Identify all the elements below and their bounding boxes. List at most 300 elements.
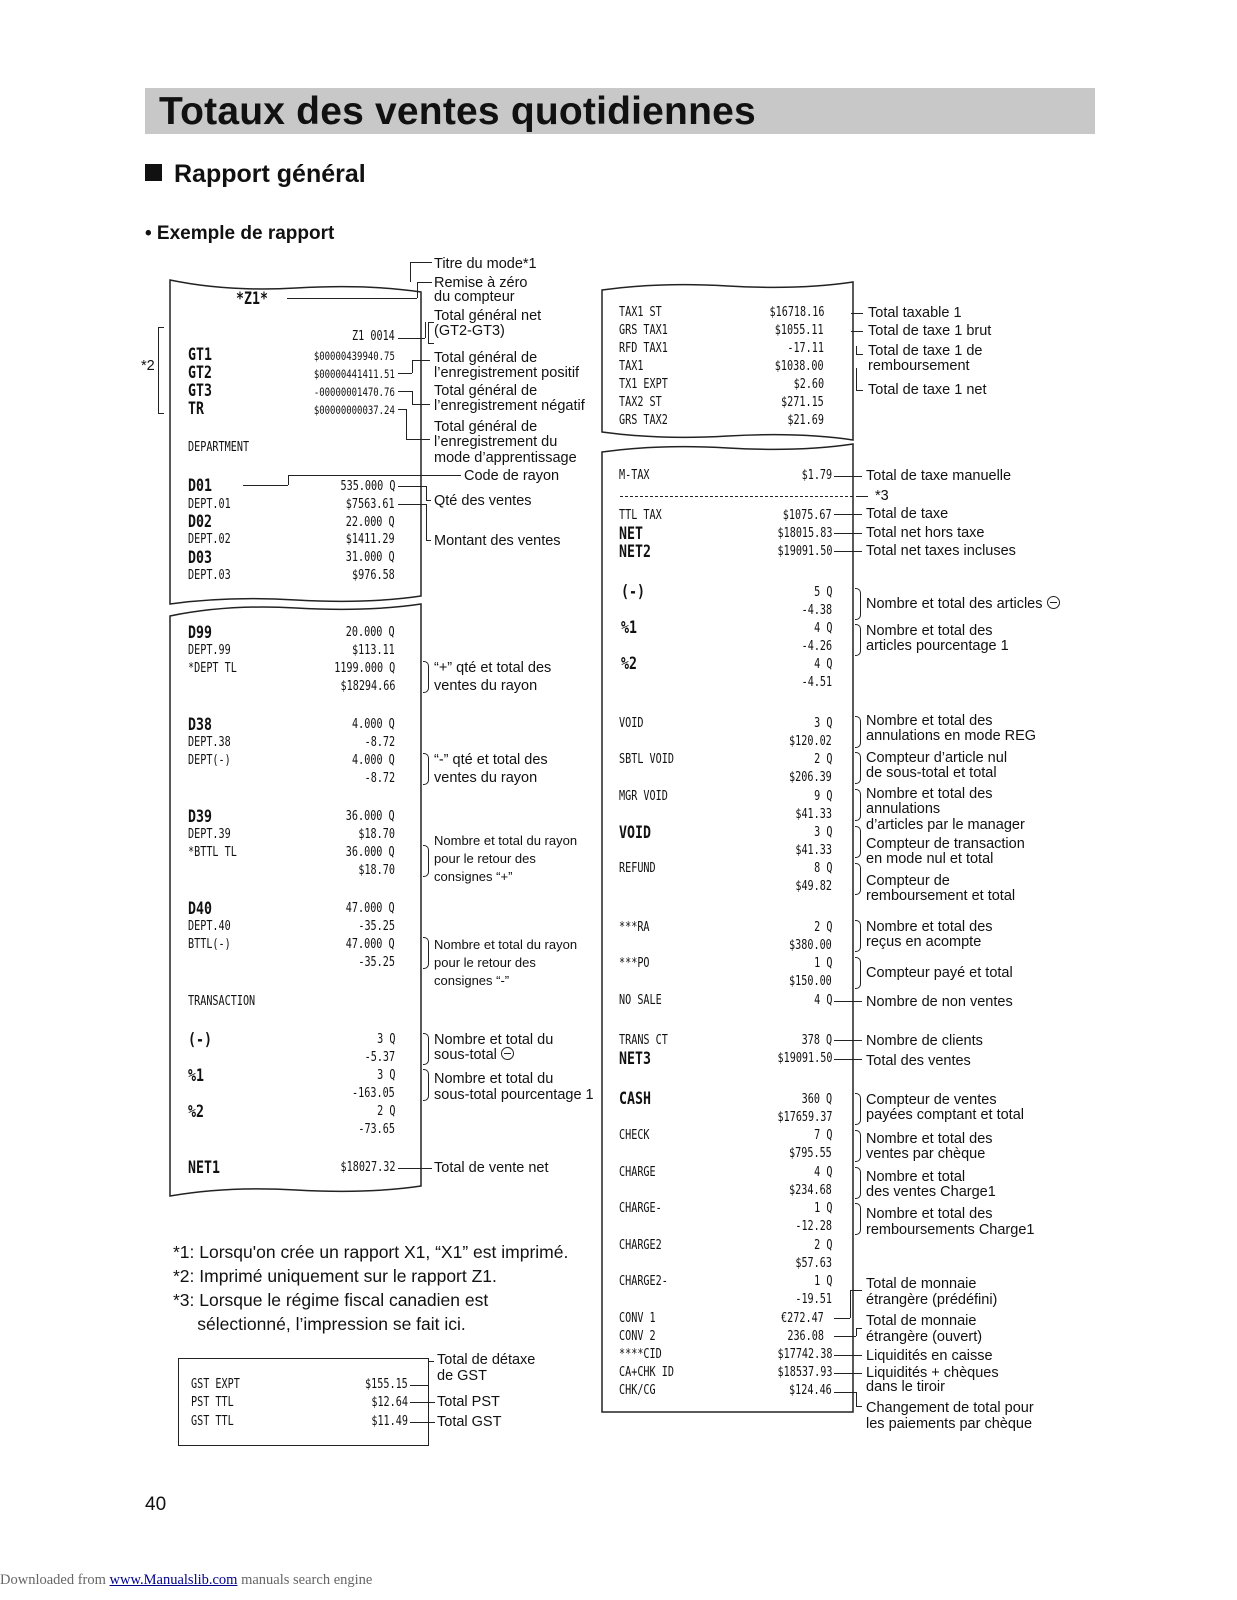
r-minus-note-text: Nombre et total des articles [866, 596, 1043, 612]
gst-expt-connector-h [428, 1361, 434, 1362]
net-value: $18015.83 [777, 526, 832, 541]
net3-connector [834, 1059, 862, 1060]
chargem-note-2: remboursements Charge1 [866, 1222, 1035, 1238]
charge-minus-amount: -12.28 [795, 1219, 832, 1234]
charge-minus-qty: 1 Q [813, 1201, 832, 1216]
ra-bracket [855, 920, 861, 952]
cachk-connector [834, 1373, 862, 1374]
net-connector-h [856, 390, 863, 391]
d40-amount: -35.25 [358, 919, 395, 934]
void2-note-2: en mode nul et total [866, 851, 994, 867]
refund-note-2: remboursement et total [866, 888, 1016, 904]
cash-note-2: payées comptant et total [866, 1107, 1024, 1123]
gst-expt-connector-v [428, 1361, 429, 1385]
gt-pos-label-2: l’enregistrement positif [434, 365, 580, 381]
page-title-bar [145, 88, 1095, 134]
d03-amount: $976.58 [352, 568, 395, 583]
star2-label: *2 [141, 358, 155, 374]
pct2-amount: -73.65 [358, 1122, 395, 1137]
gst-expt-connector [410, 1385, 428, 1386]
d03-name: DEPT.03 [188, 568, 231, 583]
bttl-tl-amount: $18.70 [358, 863, 395, 878]
net2-note: Total net taxes incluses [866, 543, 1016, 559]
taxable-label: Total taxable 1 [868, 305, 962, 321]
pct2-qty: 2 Q [376, 1104, 395, 1119]
net3-label: NET3 [619, 1049, 651, 1069]
minus-circle-icon [501, 1047, 514, 1060]
charge2-minus-amount: -19.51 [795, 1292, 832, 1307]
r-pct2-amount: -4.51 [801, 675, 832, 690]
mode-title-connector-top [410, 262, 432, 263]
conv1-note-2: étrangère (prédéfini) [866, 1292, 998, 1308]
r-pct1-note-1: Nombre et total des [866, 623, 993, 639]
chkcg-connector-v [856, 1392, 857, 1406]
sales-amount-connector-v [426, 504, 427, 540]
po-amount: $150.00 [789, 974, 832, 989]
charge2-minus-qty: 1 Q [813, 1274, 832, 1289]
plus-bracket [423, 661, 429, 693]
conv2-value: 236.08 [787, 1329, 824, 1344]
gt-tr-connector-v [406, 409, 407, 439]
charge-minus-label: CHARGE- [619, 1201, 662, 1216]
transct-qty: 378 Q [801, 1033, 832, 1048]
net2-connector [834, 551, 862, 552]
gross-connector [851, 331, 863, 332]
dept-code-label: Code de rayon [464, 468, 560, 484]
gt3-value: -00000001470.76 [313, 385, 395, 399]
gst-ttl-value: $11.49 [371, 1414, 408, 1429]
cash-note-1: Compteur de ventes [866, 1092, 997, 1108]
tr-label: TR [188, 399, 204, 419]
counter-connector-v [425, 322, 426, 338]
tax1-value: $1038.00 [775, 359, 824, 374]
transct-label: TRANS CT [619, 1033, 668, 1048]
net1-amount: $18027.32 [340, 1160, 395, 1175]
receipt-mode: *Z1* [236, 289, 268, 309]
chkcg-value: $124.46 [789, 1383, 832, 1398]
sbtl-note-2: de sous-total et total [866, 765, 997, 781]
d38-qty: 4.000 Q [352, 717, 395, 732]
net-label: Total de taxe 1 net [868, 382, 987, 398]
net3-value: $19091.50 [777, 1051, 832, 1066]
cash-label: CASH [619, 1089, 651, 1109]
bttl-minus-label: BTTL(-) [188, 937, 231, 952]
sales-qty-label: Qté des ventes [434, 493, 532, 509]
tx1-expt-value: $2.60 [793, 377, 824, 392]
d02-qty: 22.000 Q [346, 515, 395, 530]
bottle-minus-label-3: consignes “-” [434, 973, 510, 988]
d38-code: D38 [188, 715, 212, 735]
net-note-connector [834, 533, 862, 534]
mgr-note-2: annulations [866, 801, 941, 817]
d40-code: D40 [188, 899, 212, 919]
subtotal-minus-bracket [423, 1033, 429, 1065]
gst-expt-note-2: de GST [437, 1368, 487, 1384]
gst-expt-note-1: Total de détaxe [437, 1352, 536, 1368]
void-qty: 3 Q [813, 716, 832, 731]
mgr-void-qty: 9 Q [813, 789, 832, 804]
square-bullet-icon [145, 164, 162, 181]
grs-tax1-label: GRS TAX1 [619, 323, 668, 338]
conv1-value: €272.47 [781, 1311, 824, 1326]
ra-label: ***RA [619, 920, 650, 935]
bttl-tl-label: *BTTL TL [188, 845, 237, 860]
refund-note-1: Compteur de [866, 873, 950, 889]
grs-tax2-value: $21.69 [787, 413, 824, 428]
check-qty: 7 Q [813, 1128, 832, 1143]
chargem-bracket [855, 1203, 861, 1235]
net3-note: Total des ventes [866, 1053, 971, 1069]
conv2-connector-h [834, 1336, 856, 1337]
taxable-connector [851, 313, 863, 314]
r-pct2-label: %2 [621, 654, 637, 674]
mtax-note: Total de taxe manuelle [866, 468, 1012, 484]
gt-neg-label-1: Total général de [434, 383, 538, 399]
d99-qty: 20.000 Q [346, 625, 395, 640]
bttl-tl-qty: 36.000 Q [346, 845, 395, 860]
cid-value: $17742.38 [777, 1347, 832, 1362]
nosale-qty: 4 Q [813, 993, 832, 1008]
gst-connector [410, 1422, 435, 1423]
bttl-minus-amount: -35.25 [358, 955, 395, 970]
dept-minus-amount: -8.72 [364, 771, 395, 786]
reset-label-1: Remise à zéro [434, 275, 528, 291]
tx1-expt-label: TX1 EXPT [619, 377, 668, 392]
bottle-plus-bracket [423, 845, 429, 877]
d39-code: D39 [188, 807, 212, 827]
po-label: ***PO [619, 956, 650, 971]
sales-amount-label: Montant des ventes [434, 533, 561, 549]
d39-amount: $18.70 [358, 827, 395, 842]
charge-label: CHARGE [619, 1165, 656, 1180]
refund-amount: $49.82 [795, 879, 832, 894]
gt-tr-label-1: Total général de [434, 419, 538, 435]
sales-qty-connector-h2 [426, 500, 431, 501]
subtotal-minus-text: sous-total [434, 1047, 497, 1063]
charge-note-1: Nombre et total [866, 1169, 966, 1185]
r-minus-label: (-) [621, 582, 645, 602]
cash-bracket [855, 1093, 861, 1125]
d01-qty: 535.000 Q [340, 479, 395, 494]
charge2-amount: $57.63 [795, 1256, 832, 1271]
section-title-text: Rapport général [174, 160, 366, 188]
d39-name: DEPT.39 [188, 827, 231, 842]
d99-name: DEPT.99 [188, 643, 231, 658]
conv1-label: CONV 1 [619, 1311, 656, 1326]
r-minus-note [866, 596, 1060, 612]
page-number: 40 [145, 1494, 167, 1515]
chkcg-connector-h2 [856, 1406, 862, 1407]
d03-code: D03 [188, 548, 212, 568]
check-amount: $795.55 [789, 1146, 832, 1161]
ra-note-2: reçus en acompte [866, 934, 982, 950]
sales-qty-connector-h [398, 486, 426, 487]
sbtl-bracket [855, 752, 861, 784]
gt-net-label-2: (GT2-GT3) [434, 323, 505, 339]
minus-label-1: “-” qté et total des [434, 752, 548, 768]
plus-label-2: ventes du rayon [434, 678, 538, 694]
bottle-minus-label-1: Nombre et total du rayon [434, 937, 578, 952]
counter-connector-h [398, 338, 425, 339]
footer-suffix: manuals search engine [237, 1572, 373, 1588]
conv1-connector-h2 [850, 1290, 862, 1291]
pst-ttl-label: PST TTL [191, 1395, 234, 1410]
gst-expt-label: GST EXPT [191, 1377, 240, 1392]
mgr-void-label: MGR VOID [619, 789, 668, 804]
pct2-label: %2 [188, 1102, 204, 1122]
mgr-note-1: Nombre et total des [866, 786, 993, 802]
sbtl-void-amount: $206.39 [789, 770, 832, 785]
dept-tl-qty: 1199.000 Q [333, 661, 395, 676]
r-pct2-qty: 4 Q [813, 657, 832, 672]
bottle-plus-label-1: Nombre et total du rayon [434, 833, 578, 848]
cid-note: Liquidités en caisse [866, 1348, 993, 1364]
bottle-minus-bracket [423, 937, 429, 969]
reset-label-2: du compteur [434, 289, 515, 305]
sbtl-note-1: Compteur d’article nul [866, 750, 1008, 766]
refund-receipt-label: REFUND [619, 861, 656, 876]
net1-label: NET1 [188, 1158, 220, 1178]
po-bracket [855, 957, 861, 989]
gst-note: Total GST [437, 1414, 502, 1430]
conv2-connector-v [856, 1328, 857, 1336]
gt2-value: $00000441411.51 [313, 367, 395, 381]
refund-connector-v [856, 346, 857, 354]
note-2: *2: Imprimé uniquement sur le rapport Z1. [173, 1266, 497, 1286]
subtotal-pct-bracket [423, 1069, 429, 1101]
star3-label: *3 [875, 488, 889, 504]
r-pct1-note-2: articles pourcentage 1 [866, 638, 1009, 654]
d40-qty: 47.000 Q [346, 901, 395, 916]
charge-note-2: des ventes Charge1 [866, 1184, 996, 1200]
void2-amount: $41.33 [795, 843, 832, 858]
po-note: Compteur payé et total [866, 965, 1013, 981]
rfd-tax1-value: -17.11 [787, 341, 824, 356]
void2-label: VOID [619, 823, 651, 843]
star2-bracket [158, 327, 164, 414]
mgr-void-amount: $41.33 [795, 807, 832, 822]
nosale-note: Nombre de non ventes [866, 994, 1013, 1010]
d02-amount: $1411.29 [346, 532, 395, 547]
conv2-note-2: étrangère (ouvert) [866, 1329, 983, 1345]
dept-minus-qty: 4.000 Q [352, 753, 395, 768]
d99-amount: $113.11 [352, 643, 395, 658]
sbtl-void-qty: 2 Q [813, 752, 832, 767]
pst-connector [410, 1402, 435, 1403]
check-bracket [855, 1130, 861, 1162]
ttl-tax-note: Total de taxe [866, 506, 949, 522]
conv1-note-1: Total de monnaie [866, 1276, 977, 1292]
dept-tl-label: *DEPT TL [188, 661, 237, 676]
cid-label: ****CID [619, 1347, 662, 1362]
dept-code-line2 [288, 475, 461, 476]
d38-name: DEPT.38 [188, 735, 231, 750]
check-note-1: Nombre et total des [866, 1131, 993, 1147]
dept-code-line [243, 485, 288, 486]
gt-pos-connector-h2 [412, 360, 430, 361]
po-qty: 1 Q [813, 956, 832, 971]
net-label-receipt: NET [619, 524, 643, 544]
r-minus-amount: -4.38 [801, 603, 832, 618]
dept-minus-label: DEPT(-) [188, 753, 231, 768]
refund-label-1: Total de taxe 1 de [868, 343, 983, 359]
refund-label-2: remboursement [868, 358, 970, 374]
subtotal-pct-label-2: sous-total pourcentage 1 [434, 1087, 594, 1103]
chkcg-note-1: Changement de total pour [866, 1400, 1034, 1416]
star3-connector [856, 496, 868, 497]
gt1-label: GT1 [188, 345, 212, 365]
gt-net-label-1: Total général net [434, 308, 542, 324]
reset-connector-v [417, 282, 418, 298]
gst-ttl-label: GST TTL [191, 1414, 234, 1429]
nosale-label: NO SALE [619, 993, 662, 1008]
pst-ttl-value: $12.64 [371, 1395, 408, 1410]
subsection-title: • Exemple de rapport [145, 223, 335, 244]
section-title [145, 160, 366, 189]
gross-label: Total de taxe 1 brut [868, 323, 992, 339]
mgr-note-3: d’articles par le manager [866, 817, 1025, 833]
charge-bracket [855, 1167, 861, 1199]
tax1-st-label: TAX1 ST [619, 305, 662, 320]
gt-pos-connector-v [412, 360, 413, 373]
tax2-st-label: TAX2 ST [619, 395, 662, 410]
subtotal-minus-label: (-) [188, 1030, 212, 1050]
r-minus-qty: 5 Q [813, 585, 832, 600]
void-note-1: Nombre et total des [866, 713, 993, 729]
note-4: sélectionné, l’impression se fait ici. [173, 1314, 466, 1334]
gt-tr-connector-h2 [406, 439, 430, 440]
conv1-connector-h [834, 1318, 850, 1319]
r-pct1-amount: -4.26 [801, 639, 832, 654]
transct-note: Nombre de clients [866, 1033, 983, 1049]
charge2-qty: 2 Q [813, 1238, 832, 1253]
d38-amount: -8.72 [364, 735, 395, 750]
grs-tax1-value: $1055.11 [775, 323, 824, 338]
pct1-qty: 3 Q [376, 1068, 395, 1083]
gt-tr-connector-h [398, 409, 406, 410]
footer [0, 1572, 372, 1589]
mtax-connector [834, 476, 862, 477]
void-label: VOID [619, 716, 644, 731]
gt-neg-label-2: l’enregistrement négatif [434, 398, 585, 414]
minus-label-2: ventes du rayon [434, 770, 538, 786]
cachk-value: $18537.93 [777, 1365, 832, 1380]
net2-value: $19091.50 [777, 544, 832, 559]
d03-qty: 31.000 Q [346, 550, 395, 565]
r-pct1-qty: 4 Q [813, 621, 832, 636]
d01-amount: $7563.61 [346, 497, 395, 512]
pct1-label: %1 [188, 1066, 204, 1086]
pct1-amount: -163.05 [352, 1086, 395, 1101]
void2-note-1: Compteur de transaction [866, 836, 1025, 852]
net-total-connector [398, 1168, 432, 1169]
footer-link[interactable]: www.Manualslib.com [109, 1572, 238, 1588]
mtax-value: $1.79 [801, 468, 832, 483]
pst-note: Total PST [437, 1394, 500, 1410]
minus-circle-icon [1047, 596, 1060, 609]
subtotal-minus-amount: -5.37 [364, 1050, 395, 1065]
mode-title-connector-v [410, 262, 411, 282]
subtotal-minus-label-1: Nombre et total du [434, 1032, 554, 1048]
check-label: CHECK [619, 1128, 650, 1143]
note-3: *3: Lorsque le régime fiscal canadien est [173, 1290, 489, 1310]
mode-title-label: Titre du mode*1 [434, 256, 537, 272]
ttl-tax-connector [834, 514, 862, 515]
note-1: *1: Lorsqu'on crée un rapport X1, “X1” est imprimé. [173, 1242, 569, 1262]
r-pct1-label: %1 [621, 618, 637, 638]
tax1-label: TAX1 [619, 359, 644, 374]
void-bracket [855, 716, 861, 748]
subtotal-minus-label-2 [434, 1047, 514, 1063]
refund-qty: 8 Q [813, 861, 832, 876]
conv1-connector-v [850, 1290, 851, 1318]
mgr-bracket [855, 789, 861, 821]
rfd-tax1-label: RFD TAX1 [619, 341, 668, 356]
gt-neg-connector-h2 [412, 404, 430, 405]
ra-amount: $380.00 [789, 938, 832, 953]
canadian-tax-dashed-line [620, 496, 853, 497]
tax1-st-value: $16718.16 [769, 305, 824, 320]
gt1-value: $00000439940.75 [313, 349, 395, 363]
gt-pos-label-1: Total général de [434, 350, 538, 366]
ra-qty: 2 Q [813, 920, 832, 935]
bottle-plus-label-3: consignes “+” [434, 869, 513, 884]
plus-label-1: “+” qté et total des [434, 660, 552, 676]
d99-code: D99 [188, 623, 212, 643]
charge2-minus-label: CHARGE2- [619, 1274, 668, 1289]
department-header: DEPARTMENT [188, 440, 250, 455]
r-minus-bracket [855, 588, 861, 620]
footer-prefix: Downloaded from [0, 1572, 110, 1588]
grs-tax2-label: GRS TAX2 [619, 413, 668, 428]
gt-neg-connector-v [412, 391, 413, 404]
charge2-label: CHARGE2 [619, 1238, 662, 1253]
gt2-label: GT2 [188, 363, 212, 383]
reset-connector-h [417, 282, 432, 283]
d39-qty: 36.000 Q [346, 809, 395, 824]
sales-amount-connector-h [398, 504, 426, 505]
subtotal-pct-label-1: Nombre et total du [434, 1071, 554, 1087]
charge-amount: $234.68 [789, 1183, 832, 1198]
cachk-note-2: dans le tiroir [866, 1379, 945, 1395]
chkcg-label: CHK/CG [619, 1383, 656, 1398]
chargem-note-1: Nombre et total des [866, 1206, 993, 1222]
d01-code: D01 [188, 476, 212, 496]
conv2-note-1: Total de monnaie [866, 1313, 977, 1329]
net-total-label: Total de vente net [434, 1160, 549, 1176]
void2-bracket [855, 826, 861, 858]
sales-amount-connector-h2 [426, 540, 431, 541]
chkcg-note-2: les paiements par chèque [866, 1416, 1033, 1432]
ttl-tax-value: $1075.67 [783, 508, 832, 523]
transct-connector [834, 1040, 862, 1041]
minus-bracket [423, 753, 429, 785]
conv2-label: CONV 2 [619, 1329, 656, 1344]
cash-amount: $17659.37 [777, 1110, 832, 1125]
r-pct1-bracket [855, 624, 861, 656]
gt-tr-label-2: l’enregistrement du [434, 434, 558, 450]
gt3-label: GT3 [188, 381, 212, 401]
refund-bracket [855, 863, 861, 895]
cachk-label: CA+CHK ID [619, 1365, 674, 1380]
ra-note-1: Nombre et total des [866, 919, 993, 935]
net2-label: NET2 [619, 542, 651, 562]
bttl-minus-qty: 47.000 Q [346, 937, 395, 952]
sales-qty-connector-v [426, 486, 427, 500]
sbtl-void-label: SBTL VOID [619, 752, 674, 767]
page-title: Totaux des ventes quotidiennes [159, 90, 756, 133]
bottle-minus-label-2: pour le retour des [434, 955, 536, 970]
